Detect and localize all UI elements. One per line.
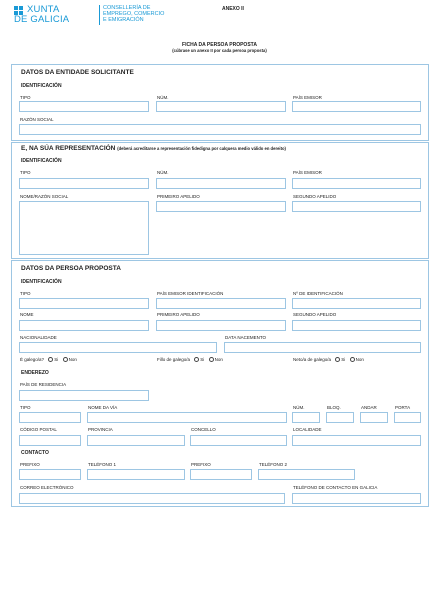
logo-square-icon — [19, 6, 23, 10]
telefono-galicia-field[interactable] — [292, 493, 421, 504]
subheading-enderezo: ENDEREZO — [21, 370, 49, 376]
label-data-nacemento: DATA NACEMENTO — [225, 335, 267, 340]
label-nome: NOME — [20, 312, 34, 317]
label-telefono-galicia: TELÉFONO DE CONTACTO EN GALICIA — [293, 485, 378, 490]
logo-divider — [99, 5, 100, 25]
primeiro-apelido-field[interactable] — [156, 201, 286, 212]
label-andar: ANDAR — [361, 405, 377, 410]
dept-line3: E EMIGRACIÓN — [103, 17, 144, 23]
section-representacion — [11, 142, 429, 259]
label-email: CORREO ELECTRÓNICO — [20, 485, 74, 490]
nome-field[interactable] — [19, 320, 149, 331]
question-label: É galego/a? — [20, 357, 45, 362]
label-porta: PORTA — [395, 405, 411, 410]
fillo-question — [157, 357, 223, 362]
num-ident-field[interactable] — [292, 298, 421, 309]
radio-non-label: Non — [355, 357, 364, 362]
prefixo-1-field[interactable] — [19, 469, 81, 480]
label-codigo-postal: CÓDIGO POSTAL — [20, 427, 57, 432]
label-razon-social: RAZÓN SOCIAL — [20, 117, 54, 122]
bloq-field[interactable] — [326, 412, 354, 423]
section-note: (deberá acreditarse a representación fidedigna por calquera medio válido en dereito) — [117, 146, 286, 151]
question-label: Fillo de galego/a — [157, 357, 191, 362]
label-primeiro-apelido: PRIMEIRO APELIDO — [157, 194, 200, 199]
label-num: NÚM. — [293, 405, 305, 410]
label-num: NÚM. — [157, 95, 169, 100]
label-prefixo-2: PREFIXO — [191, 462, 211, 467]
section-title — [21, 145, 286, 152]
radio-non-label: Non — [68, 357, 77, 362]
section-persoa — [11, 260, 429, 507]
dept-line1: CONSELLERÍA DE — [103, 5, 151, 11]
label-tipo: TIPO — [20, 170, 31, 175]
label-tipo: TIPO — [20, 95, 31, 100]
radio-non[interactable] — [209, 357, 214, 362]
nome-via-field[interactable] — [87, 412, 287, 423]
pais-residencia-field[interactable] — [19, 390, 149, 401]
radio-si[interactable] — [48, 357, 53, 362]
label-bloq: BLOQ. — [327, 405, 341, 410]
galego-question — [20, 357, 77, 362]
logo-line1: XUNTA — [27, 4, 60, 15]
label-concello: CONCELLO — [191, 427, 216, 432]
label-nome-razon: NOME/RAZÓN SOCIAL — [20, 194, 69, 199]
pais-ident-field[interactable] — [156, 298, 286, 309]
num-field[interactable] — [156, 178, 286, 189]
concello-field[interactable] — [190, 435, 287, 446]
tipo-field[interactable] — [19, 298, 149, 309]
label-nacionalidade: NACIONALIDADE — [20, 335, 57, 340]
tipo-field[interactable] — [19, 101, 149, 112]
radio-non-label: Non — [214, 357, 223, 362]
nome-razon-field[interactable] — [19, 201, 149, 255]
num-field[interactable] — [156, 101, 286, 112]
pais-emisor-field[interactable] — [292, 101, 421, 112]
label-tipo: TIPO — [20, 291, 31, 296]
label-segundo-apelido: SEGUNDO APELIDO — [293, 194, 337, 199]
label-telefono-2: TELÉFONO 2 — [259, 462, 288, 467]
radio-si[interactable] — [194, 357, 199, 362]
section-title: DATOS DA ENTIDADE SOLICITANTE — [21, 69, 134, 76]
label-pais-emisor: PAÍS EMISOR — [293, 170, 322, 175]
andar-field[interactable] — [360, 412, 388, 423]
data-nacemento-field[interactable] — [224, 342, 421, 353]
segundo-apelido-field[interactable] — [292, 201, 421, 212]
prefixo-2-field[interactable] — [190, 469, 252, 480]
segundo-apelido-field[interactable] — [292, 320, 421, 331]
porta-field[interactable] — [394, 412, 421, 423]
section-title: DATOS DA PERSOA PROPOSTA — [21, 265, 121, 272]
label-provincia: PROVINCIA — [88, 427, 113, 432]
tipo-via-field[interactable] — [19, 412, 81, 423]
pais-emisor-field[interactable] — [292, 178, 421, 189]
localidade-field[interactable] — [292, 435, 421, 446]
codigo-postal-field[interactable] — [19, 435, 81, 446]
dept-line2: EMPREGO, COMERCIO — [103, 11, 165, 17]
provincia-field[interactable] — [87, 435, 185, 446]
label-num-ident: Nº DE IDENTIFICACIÓN — [293, 291, 343, 296]
logo-line2: DE GALICIA — [14, 14, 70, 25]
label-pais-ident: PAÍS EMISOR IDENTIFICACIÓN — [157, 291, 224, 296]
telefono-2-field[interactable] — [258, 469, 355, 480]
telefono-1-field[interactable] — [87, 469, 185, 480]
label-num: NÚM. — [157, 170, 169, 175]
nacionalidade-field[interactable] — [19, 342, 217, 353]
tipo-field[interactable] — [19, 178, 149, 189]
label-primeiro-apelido: PRIMEIRO APELIDO — [157, 312, 200, 317]
email-field[interactable] — [19, 493, 285, 504]
form-subtitle: (cúbrase un anexo II por cada persoa proposta) — [172, 48, 267, 53]
radio-si-label: Si — [54, 357, 59, 362]
subheading-identificacion: IDENTIFICACIÓN — [21, 158, 62, 164]
radio-si-label: Si — [341, 357, 346, 362]
subheading-contacto: CONTACTO — [21, 450, 49, 456]
annex-label: ANEXO II — [222, 6, 244, 12]
razon-social-field[interactable] — [19, 124, 421, 135]
label-pais-emisor: PAÍS EMISOR — [293, 95, 322, 100]
label-prefixo-1: PREFIXO — [20, 462, 40, 467]
section-title-text: E, NA SÚA REPRESENTACIÓN — [21, 145, 116, 152]
neto-question — [293, 357, 364, 362]
radio-non[interactable] — [63, 357, 68, 362]
radio-non[interactable] — [350, 357, 355, 362]
label-segundo-apelido: SEGUNDO APELIDO — [293, 312, 337, 317]
section-entidade — [11, 64, 429, 141]
label-tipo-via: TIPO — [20, 405, 31, 410]
subheading-identificacion: IDENTIFICACIÓN — [21, 83, 62, 89]
question-label: Neto/a de galego/a — [293, 357, 332, 362]
logo-square-icon — [14, 6, 18, 10]
label-localidade: LOCALIDADE — [293, 427, 322, 432]
label-nome-via: NOME DA VÍA — [88, 405, 118, 410]
primeiro-apelido-field[interactable] — [156, 320, 286, 331]
radio-si[interactable] — [335, 357, 340, 362]
label-pais-residencia: PAÍS DE RESIDENCIA — [20, 382, 67, 387]
label-telefono-1: TELÉFONO 1 — [88, 462, 117, 467]
subheading-identificacion: IDENTIFICACIÓN — [21, 279, 62, 285]
num-field[interactable] — [292, 412, 320, 423]
form-title: FICHA DA PERSOA PROPOSTA — [182, 42, 257, 48]
radio-si-label: Si — [200, 357, 205, 362]
